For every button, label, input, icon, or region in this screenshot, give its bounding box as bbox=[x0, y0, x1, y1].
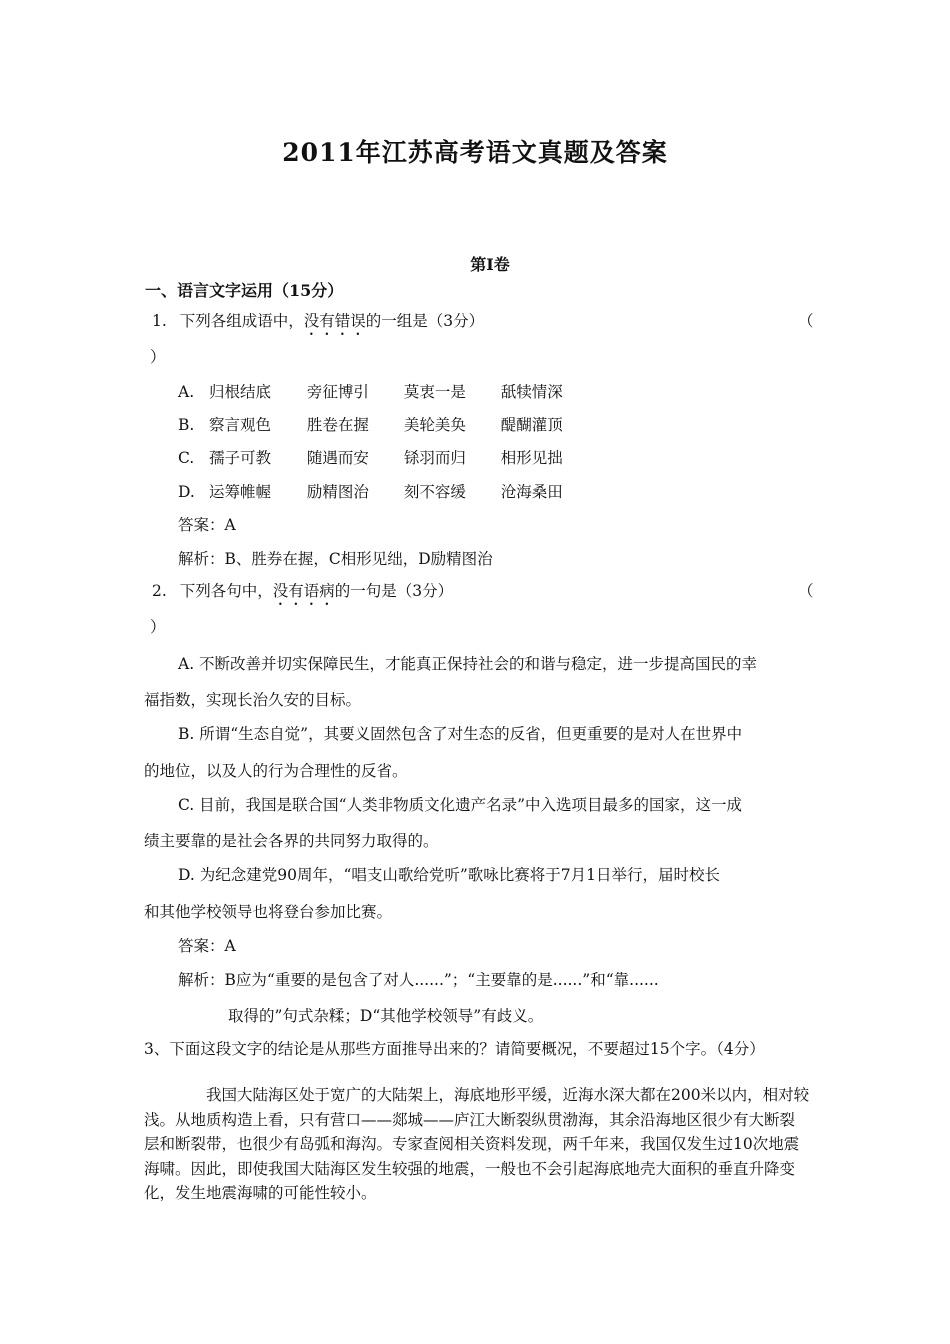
answer-paren-close: ） bbox=[150, 618, 166, 636]
idiom: 相形见拙 bbox=[500, 449, 563, 467]
sentence-d-line-2: 和其他学校领导也将登台参加比赛。 bbox=[144, 903, 393, 921]
idiom: 胜卷在握 bbox=[306, 416, 369, 434]
sentence-c-line-2: 绩主要靠的是社会各界的共同努力取得的。 bbox=[144, 832, 439, 850]
option-row-a bbox=[178, 380, 563, 402]
idiom: 莫衷一是 bbox=[403, 383, 466, 401]
analysis-text-line-2: 取得的”句式杂糅；D“其他学校领导”有歧义。 bbox=[228, 1007, 544, 1025]
idiom: 旁征博引 bbox=[306, 383, 369, 401]
answer-paren-open: （ bbox=[798, 312, 814, 330]
idiom: 沧海桑田 bbox=[500, 483, 563, 501]
question-number: 2. bbox=[152, 582, 167, 600]
idiom: 归根结底 bbox=[208, 383, 271, 401]
question-emphasis: 没有错误 bbox=[303, 312, 366, 330]
option-row-d bbox=[178, 480, 563, 502]
volume-heading: 第Ⅰ卷 bbox=[470, 255, 510, 274]
idiom: 随遇而安 bbox=[306, 449, 369, 467]
option-row-b bbox=[178, 413, 563, 435]
question-emphasis: 没有语病 bbox=[272, 582, 335, 600]
sentence-a-line-1: A. 不断改善并切实保障民生，才能真正保持社会的和谐与稳定，进一步提高国民的幸 bbox=[178, 655, 758, 673]
question-text-pre: 下列各句中， bbox=[179, 582, 273, 600]
idiom: 铩羽而归 bbox=[403, 449, 466, 467]
option-label: B. bbox=[178, 416, 195, 434]
question-3: 3、下面这段文字的结论是从那些方面推导出来的？请简要概况，不要超过15个字。（4分） bbox=[144, 1040, 765, 1058]
idiom: 刻不容缓 bbox=[403, 483, 466, 501]
sentence-a-line-2: 福指数，实现长治久安的目标。 bbox=[144, 691, 362, 709]
question-number: 1. bbox=[152, 312, 167, 330]
sentence-b-line-2: 的地位，以及人的行为合理性的反省。 bbox=[144, 762, 408, 780]
option-row-c bbox=[178, 446, 563, 468]
answer-paren-close: ） bbox=[150, 348, 166, 366]
analysis-text-line-1: 解析：B应为“重要的是包含了对人......”；“主要靠的是......”和“靠...... bbox=[178, 971, 659, 989]
answer-text: 答案：A bbox=[178, 516, 236, 534]
passage-text: 我国大陆海区处于宽广的大陆架上，海底地形平缓，近海水深大都在200米以内，相对较浅。从地质构造上看，只有营口——郯城——庐江大断裂纵贯渤海，其余沿海地区很少有大断裂层和断裂带，也很少有岛弧和海沟。专家查阅相关资料发现，两千年来，我国仅发生过10次地震海啸。因此，即使我国大陆海区发生较强的地震，一般也不会引起海底地壳大面积的垂直升降变化，发生地震海啸的可能性较小。 bbox=[144, 1086, 810, 1202]
question-text-pre: 下列各组成语中， bbox=[179, 312, 304, 330]
answer-text: 答案：A bbox=[178, 937, 236, 955]
question-2 bbox=[152, 579, 453, 609]
option-label: D. bbox=[178, 483, 195, 501]
section-heading: 一、语言文字运用（15分） bbox=[145, 281, 344, 300]
idiom: 察言观色 bbox=[208, 416, 271, 434]
question-text-post: 的一句是（3分） bbox=[334, 582, 454, 600]
sentence-b-line-1: B. 所谓“生态自觉”，其要义固然包含了对生态的反省，但更重要的是对人在世界中 bbox=[178, 725, 743, 743]
idiom: 醍醐灌顶 bbox=[500, 416, 563, 434]
idiom: 美轮美奂 bbox=[403, 416, 466, 434]
option-label: A. bbox=[178, 383, 195, 401]
idiom: 励精图治 bbox=[306, 483, 369, 501]
idiom: 孺子可教 bbox=[208, 449, 271, 467]
question-text-post: 的一组是（3分） bbox=[365, 312, 485, 330]
document-title: 2011年江苏高考语文真题及答案 bbox=[282, 138, 668, 167]
analysis-text: 解析：B、胜券在握，C相形见绌，D励精图治 bbox=[178, 550, 493, 568]
option-label: C. bbox=[178, 449, 195, 467]
sentence-d-line-1: D. 为纪念建党90周年，“唱支山歌给党听”歌咏比赛将于7月1日举行，届时校长 bbox=[178, 866, 721, 884]
idiom: 运筹帷幄 bbox=[208, 483, 271, 501]
sentence-c-line-1: C. 目前，我国是联合国“人类非物质文化遗产名录”中入选项目最多的国家，这一成 bbox=[178, 796, 743, 814]
question-1 bbox=[152, 309, 484, 339]
answer-paren-open: （ bbox=[798, 582, 814, 600]
idiom: 舐犊情深 bbox=[500, 383, 563, 401]
